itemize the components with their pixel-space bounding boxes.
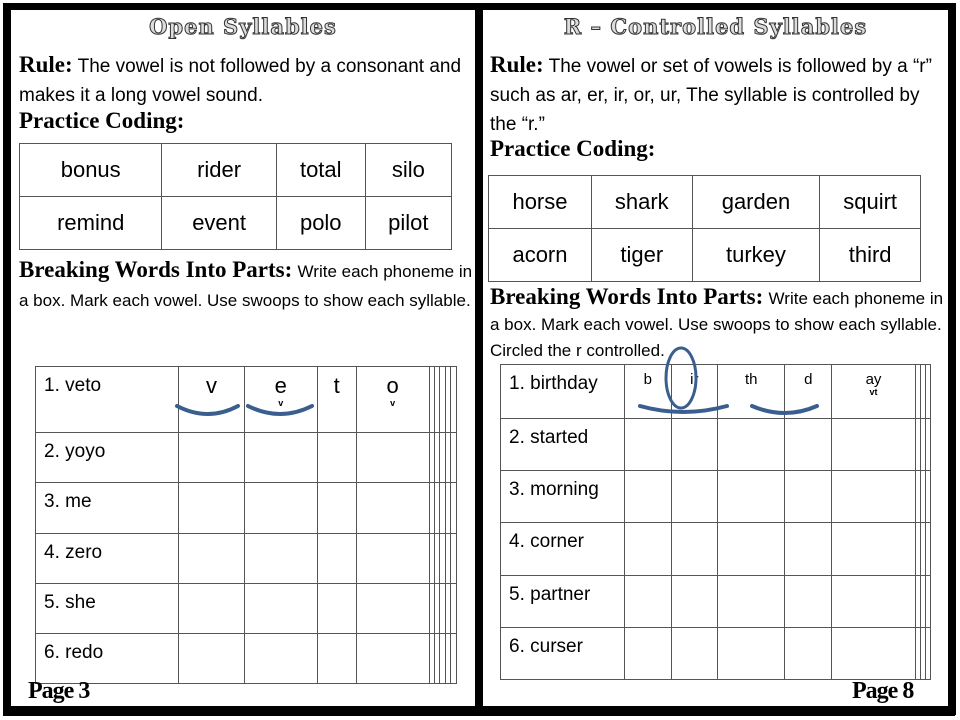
- vowel-mark: v: [390, 398, 396, 408]
- phoneme-row: [501, 627, 931, 679]
- phoneme-box[interactable]: [244, 583, 317, 633]
- practice-word: tiger: [591, 229, 692, 282]
- vowel-mark: r: [692, 387, 697, 397]
- phoneme-box[interactable]: [356, 483, 429, 533]
- phoneme-box[interactable]: [451, 633, 457, 683]
- phoneme-box[interactable]: [925, 627, 930, 679]
- phoneme-box[interactable]: [832, 627, 916, 679]
- phoneme-row: [501, 523, 931, 575]
- phoneme-row: [501, 365, 931, 419]
- phoneme-text: o: [386, 373, 399, 398]
- phoneme-box[interactable]: [925, 523, 930, 575]
- phoneme-row: [36, 483, 457, 533]
- phoneme-box[interactable]: [356, 533, 429, 583]
- rule-text: The vowel or set of vowels is followed by a “r” such as ar, er, ir, or, ur, The syllable is controlled by the “r.”: [490, 56, 932, 135]
- phoneme-box[interactable]: [832, 418, 916, 470]
- right-title: R – Controlled Syllables: [563, 14, 868, 39]
- practice-word: shark: [591, 176, 692, 229]
- phoneme-box[interactable]: [317, 533, 356, 583]
- phoneme-box[interactable]: [356, 367, 429, 433]
- rule-label: Rule:: [490, 52, 544, 77]
- phoneme-box[interactable]: [671, 627, 718, 679]
- phoneme-box[interactable]: [785, 471, 832, 523]
- phoneme-box[interactable]: [244, 483, 317, 533]
- phoneme-box[interactable]: [718, 471, 785, 523]
- word-label: 3. morning: [501, 471, 625, 523]
- word-label: 5. partner: [501, 575, 625, 627]
- phoneme-box[interactable]: [671, 575, 718, 627]
- phoneme-box[interactable]: [451, 483, 457, 533]
- right-breaking: [490, 284, 948, 364]
- phoneme-text: t: [333, 373, 340, 398]
- phoneme-row: [501, 418, 931, 470]
- practice-row: [20, 197, 452, 250]
- practice-word: silo: [365, 144, 451, 197]
- practice-word: polo: [276, 197, 365, 250]
- word-label: 2. yoyo: [36, 433, 179, 483]
- phoneme-box[interactable]: [317, 483, 356, 533]
- phoneme-row: [36, 583, 457, 633]
- phoneme-box[interactable]: [179, 583, 245, 633]
- phoneme-box[interactable]: [785, 575, 832, 627]
- left-page-number: Page 3: [28, 678, 90, 704]
- word-label: 4. zero: [36, 533, 179, 583]
- phoneme-text: ay: [865, 371, 882, 388]
- phoneme-box[interactable]: [832, 523, 916, 575]
- left-practice-table: [19, 143, 452, 250]
- word-label: 6. redo: [36, 633, 179, 683]
- right-page-number: Page 8: [852, 678, 914, 704]
- right-rule: [490, 50, 945, 139]
- right-practice-heading: Practice Coding:: [490, 136, 656, 161]
- phoneme-box[interactable]: [244, 633, 317, 683]
- word-label: 2. started: [501, 418, 625, 470]
- phoneme-box[interactable]: [356, 583, 429, 633]
- word-label: 5. she: [36, 583, 179, 633]
- phoneme-box[interactable]: [718, 365, 785, 419]
- right-phoneme-grid: [500, 364, 931, 680]
- phoneme-box[interactable]: [244, 367, 317, 433]
- practice-word: pilot: [365, 197, 451, 250]
- phoneme-box[interactable]: [671, 418, 718, 470]
- phoneme-box[interactable]: [179, 633, 245, 683]
- phoneme-box[interactable]: [785, 627, 832, 679]
- practice-row: [20, 144, 452, 197]
- phoneme-text: ir: [690, 371, 699, 388]
- breaking-text: Write each phoneme in a box. Mark each vowel. Use swoops to show each syllable. Circled the r controlled.: [490, 289, 944, 360]
- phoneme-text: v: [205, 373, 217, 398]
- phoneme-box[interactable]: [625, 365, 672, 419]
- practice-word: garden: [692, 176, 820, 229]
- phoneme-box[interactable]: [718, 418, 785, 470]
- phoneme-box[interactable]: [625, 418, 672, 470]
- phoneme-box[interactable]: [356, 633, 429, 683]
- phoneme-box[interactable]: [671, 523, 718, 575]
- phoneme-row: [36, 433, 457, 483]
- phoneme-box[interactable]: [317, 583, 356, 633]
- phoneme-box[interactable]: [356, 433, 429, 483]
- phoneme-box[interactable]: [317, 433, 356, 483]
- phoneme-box[interactable]: [785, 365, 832, 419]
- word-label: 4. corner: [501, 523, 625, 575]
- practice-word: rider: [162, 144, 276, 197]
- practice-row: [489, 176, 921, 229]
- right-practice-table: [488, 175, 921, 282]
- phoneme-box[interactable]: [671, 365, 718, 419]
- phoneme-box[interactable]: [317, 633, 356, 683]
- phoneme-box[interactable]: [451, 583, 457, 633]
- phoneme-box[interactable]: [244, 433, 317, 483]
- word-label: 3. me: [36, 483, 179, 533]
- phoneme-box[interactable]: [625, 471, 672, 523]
- rule-text: The vowel is not followed by a consonant and makes it a long vowel sound.: [19, 56, 462, 106]
- phoneme-box[interactable]: [179, 483, 245, 533]
- phoneme-row: [36, 533, 457, 583]
- word-label: 1. veto: [36, 367, 179, 433]
- practice-word: acorn: [489, 229, 592, 282]
- phoneme-box[interactable]: [718, 523, 785, 575]
- phoneme-row: [501, 471, 931, 523]
- left-breaking: [19, 255, 474, 315]
- practice-word: total: [276, 144, 365, 197]
- left-rule: [19, 50, 464, 110]
- phoneme-text: th: [745, 371, 758, 388]
- phoneme-box[interactable]: [785, 418, 832, 470]
- practice-word: bonus: [20, 144, 162, 197]
- frame-divider: [475, 3, 483, 715]
- phoneme-text: b: [643, 371, 652, 388]
- practice-word: horse: [489, 176, 592, 229]
- phoneme-box[interactable]: [625, 627, 672, 679]
- frame-right: [948, 3, 956, 715]
- phoneme-box[interactable]: [451, 367, 457, 433]
- practice-word: remind: [20, 197, 162, 250]
- phoneme-box[interactable]: [179, 433, 245, 483]
- breaking-heading: Breaking Words Into Parts:: [490, 284, 764, 309]
- phoneme-box[interactable]: [451, 433, 457, 483]
- phoneme-box[interactable]: [625, 575, 672, 627]
- phoneme-box[interactable]: [244, 533, 317, 583]
- phoneme-box[interactable]: [317, 367, 356, 433]
- breaking-text: Write each phoneme in a box. Mark each vowel. Use swoops to show each syllable.: [19, 262, 473, 310]
- phoneme-box[interactable]: [925, 575, 930, 627]
- rule-label: Rule:: [19, 52, 73, 77]
- phoneme-box[interactable]: [925, 365, 930, 419]
- practice-row: [489, 229, 921, 282]
- phoneme-row: [501, 575, 931, 627]
- left-phoneme-grid: [35, 366, 457, 684]
- practice-word: third: [820, 229, 921, 282]
- phoneme-box[interactable]: [832, 575, 916, 627]
- practice-word: event: [162, 197, 276, 250]
- phoneme-box[interactable]: [832, 471, 916, 523]
- phoneme-text: d: [804, 371, 813, 388]
- phoneme-box[interactable]: [785, 523, 832, 575]
- breaking-heading: Breaking Words Into Parts:: [19, 257, 293, 282]
- phoneme-box[interactable]: [671, 471, 718, 523]
- vowel-mark: v: [278, 398, 284, 408]
- phoneme-box[interactable]: [179, 367, 245, 433]
- phoneme-row: [36, 367, 457, 433]
- phoneme-row: [36, 633, 457, 683]
- phoneme-box[interactable]: [925, 471, 930, 523]
- word-label: 6. curser: [501, 627, 625, 679]
- practice-word: squirt: [820, 176, 921, 229]
- phoneme-box[interactable]: [625, 523, 672, 575]
- left-practice-heading: Practice Coding:: [19, 108, 185, 133]
- practice-word: turkey: [692, 229, 820, 282]
- phoneme-box[interactable]: [718, 627, 785, 679]
- phoneme-box[interactable]: [718, 575, 785, 627]
- word-label: 1. birthday: [501, 365, 625, 419]
- phoneme-text: e: [274, 373, 287, 398]
- phoneme-box[interactable]: [925, 418, 930, 470]
- phoneme-box[interactable]: [179, 533, 245, 583]
- phoneme-box[interactable]: [832, 365, 916, 419]
- frame-left: [3, 3, 11, 715]
- phoneme-box[interactable]: [451, 533, 457, 583]
- left-title: Open Syllables: [149, 14, 337, 39]
- vowel-mark: vt: [869, 387, 878, 397]
